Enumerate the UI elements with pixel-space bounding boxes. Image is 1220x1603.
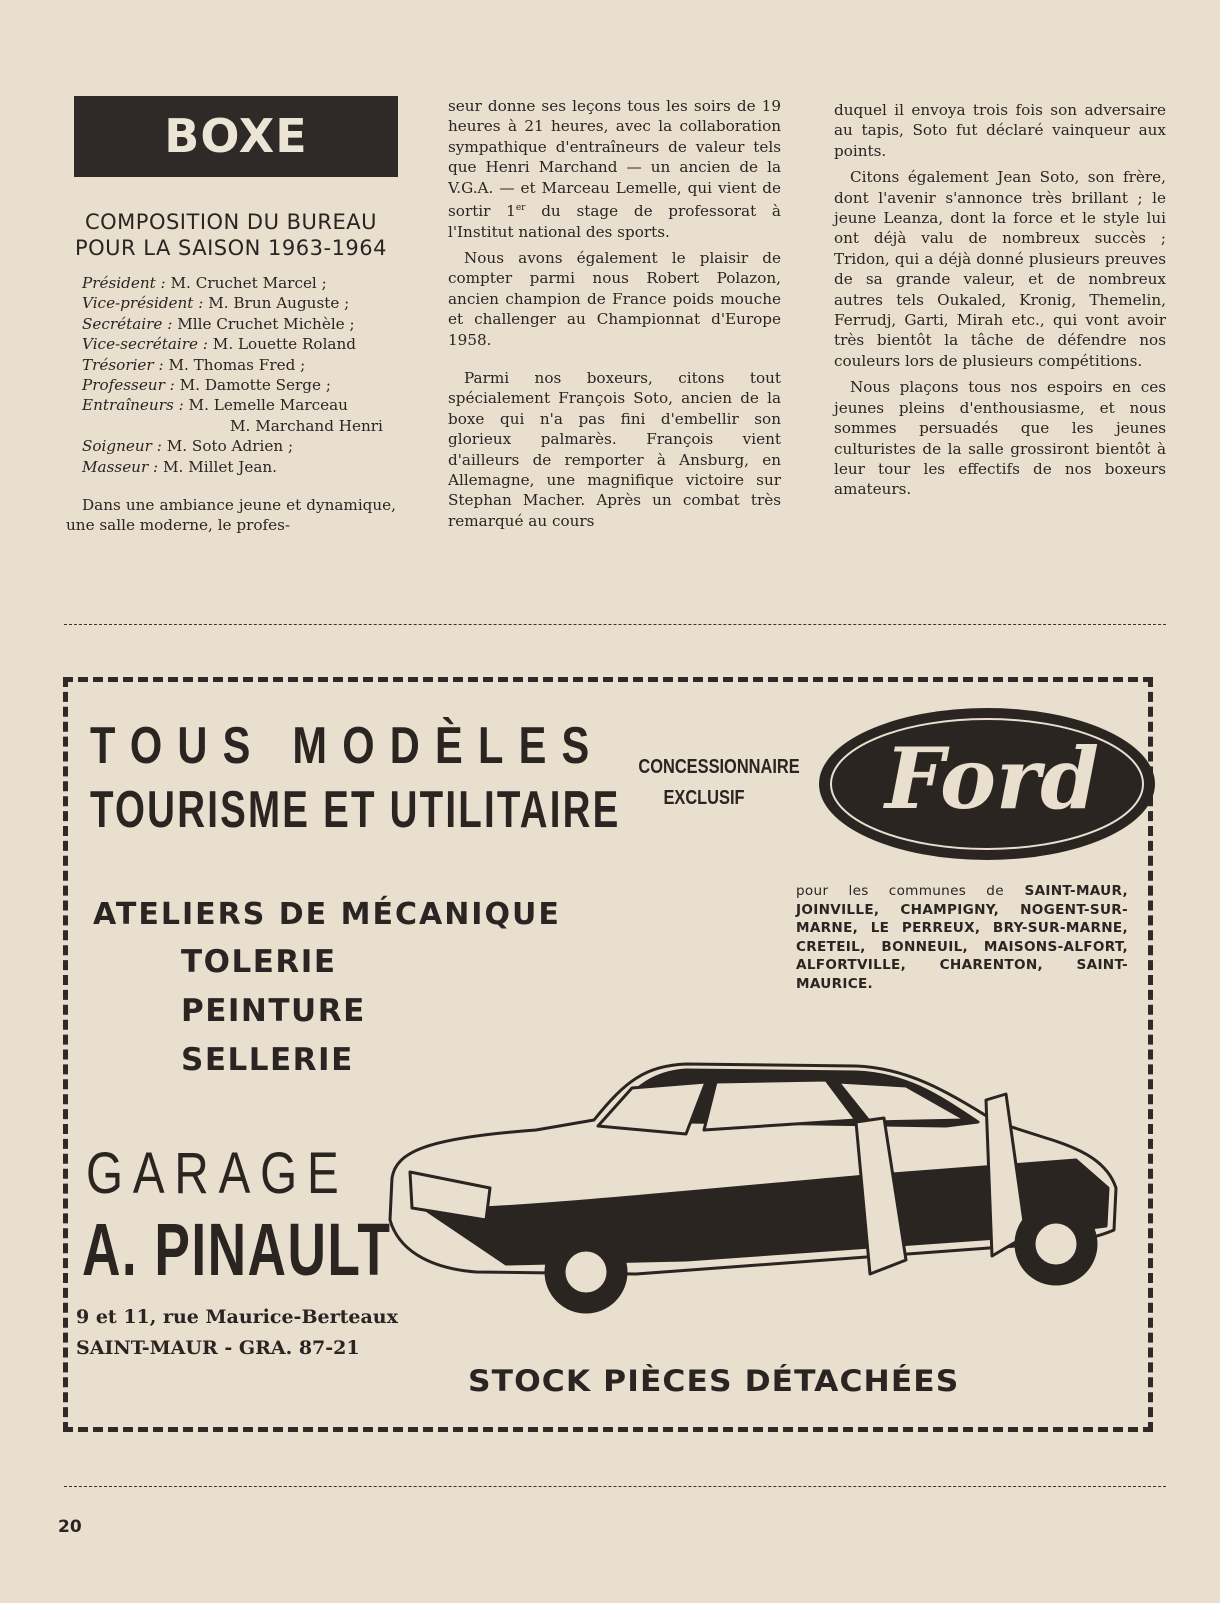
article-column-2 — [448, 96, 781, 531]
footer-divider — [64, 1486, 1166, 1487]
service-item: TOLERIE — [181, 944, 337, 980]
roster-row: Vice-secrétaire : M. Louette Roland — [82, 335, 356, 354]
service-item: PEINTURE — [181, 993, 366, 1029]
communes-list: pour les communes de SAINT-MAUR, JOINVILLE, CHAMPIGNY, NOGENT-SUR-MARNE, LE PERREUX, BRY-SUR-MARNE, CRETEIL, BONNEUIL, MAISONS-ALFORT, ALFORTVILLE, CHARENTON, SAINT-MAURICE. — [796, 883, 1128, 992]
article-paragraph: Dans une ambiance jeune et dynamique, une salle moderne, le profes- — [66, 496, 396, 535]
article-column-3 — [834, 100, 1166, 500]
stock-tagline: STOCK PIÈCES DÉTACHÉES — [468, 1364, 960, 1398]
roster-row: Président : M. Cruchet Marcel ; — [82, 274, 327, 292]
article-column-1 — [66, 96, 396, 536]
roster-row: Vice-président : M. Brun Auguste ; — [82, 294, 350, 313]
roster-row: Professeur : M. Damotte Serge ; — [82, 376, 331, 395]
car-side-window — [704, 1080, 856, 1130]
roster-row: Masseur : M. Millet Jean. — [82, 457, 277, 476]
bureau-roster — [66, 273, 396, 477]
car-front-hubcap — [564, 1250, 608, 1294]
car-rear-hubcap — [1034, 1222, 1078, 1266]
ford-logo-script: Ford — [884, 729, 1100, 828]
garage-name: GARAGE — [86, 1141, 349, 1206]
ford-logo — [814, 704, 1160, 864]
service-item: SELLERIE — [181, 1042, 354, 1078]
car-windshield — [598, 1082, 706, 1134]
roster-row: Entraîneurs : M. Lemelle Marceau — [82, 396, 348, 415]
section-divider — [64, 624, 1166, 625]
car-illustration — [386, 1060, 1126, 1340]
page-number: 20 — [58, 1517, 82, 1537]
roster-row: Soigneur : M. Soto Adrien ; — [82, 437, 294, 456]
roster-row: M. Marchand Henri — [230, 416, 383, 435]
garage-address: 9 et 11, rue Maurice-Berteaux — [76, 1306, 398, 1328]
garage-owner: A. PINAULT — [82, 1208, 392, 1291]
article-paragraph: seur donne ses leçons tous les soirs de 19 heures à 21 heures, avec la collaboration sympathique d'entraîneurs de valeur tels que Henri Marchand — un ancien de la V.G.A. — et Marceau Lemelle, qui vient de sortir 1er du stage de professorat à l'Institut national des sports. — [448, 97, 781, 241]
garage-advertisement — [63, 677, 1153, 1432]
article-paragraph: Citons également Jean Soto, son frère, dont l'avenir s'annonce très brillant ; le jeune Leanza, dont la force et le style lui ont déjà valu de nombreux succès ; Tridon, qui a déjà donné plusieurs preuves de sa grande valeur, et de nombreux autres tels Oukaled, Kronig, Themelin, Ferrudj, Garti, Mirah etc., qui vont avoir très bientôt la tâche de défendre nos couleurs lors de plusieurs compétitions. — [834, 168, 1166, 370]
ad-subheadline: TOURISME ET UTILITAIRE — [90, 781, 621, 839]
bureau-title-line-2: POUR LA SAISON 1963-1964 — [74, 236, 388, 260]
article-paragraph: duquel il envoya trois fois son adversaire au tapis, Soto fut déclaré vainqueur aux points. — [834, 101, 1166, 160]
roster-row: Secrétaire : Mlle Cruchet Michèle ; — [82, 314, 355, 333]
bureau-title — [66, 209, 396, 261]
section-banner: BOXE — [74, 96, 398, 177]
garage-phone: SAINT-MAUR - GRA. 87-21 — [76, 1337, 360, 1359]
article-paragraph: Nous plaçons tous nos espoirs en ces jeunes pleins d'enthousiasme, et nous sommes persuadés que les jeunes culturistes de la salle grossiront bientôt à leur tour les effectifs de nos boxeurs amateurs. — [834, 378, 1166, 499]
dealer-label: CONCESSIONNAIRE EXCLUSIF — [638, 756, 800, 809]
bureau-title-line-1: COMPOSITION DU BUREAU — [84, 210, 378, 234]
ad-headline: TOUS MODÈLES — [90, 717, 605, 775]
article-paragraph: Nous avons également le plaisir de compter parmi nous Robert Polazon, ancien champion de France poids mouche et challenger au Championnat d'Europe 1958. — [448, 248, 781, 349]
roster-row: Trésorier : M. Thomas Fred ; — [82, 355, 306, 374]
article-paragraph: Parmi nos boxeurs, citons tout spécialement François Soto, ancien de la boxe qui n'a pas fini d'embellir son glorieux palmarès. François vient d'ailleurs de remporter à Ansburg, en Allemagne, une magnifique victoire sur Stephan Macher. Après un combat très remarqué au cours — [448, 368, 781, 530]
ateliers-heading: ATELIERS DE MÉCANIQUE — [93, 897, 561, 932]
